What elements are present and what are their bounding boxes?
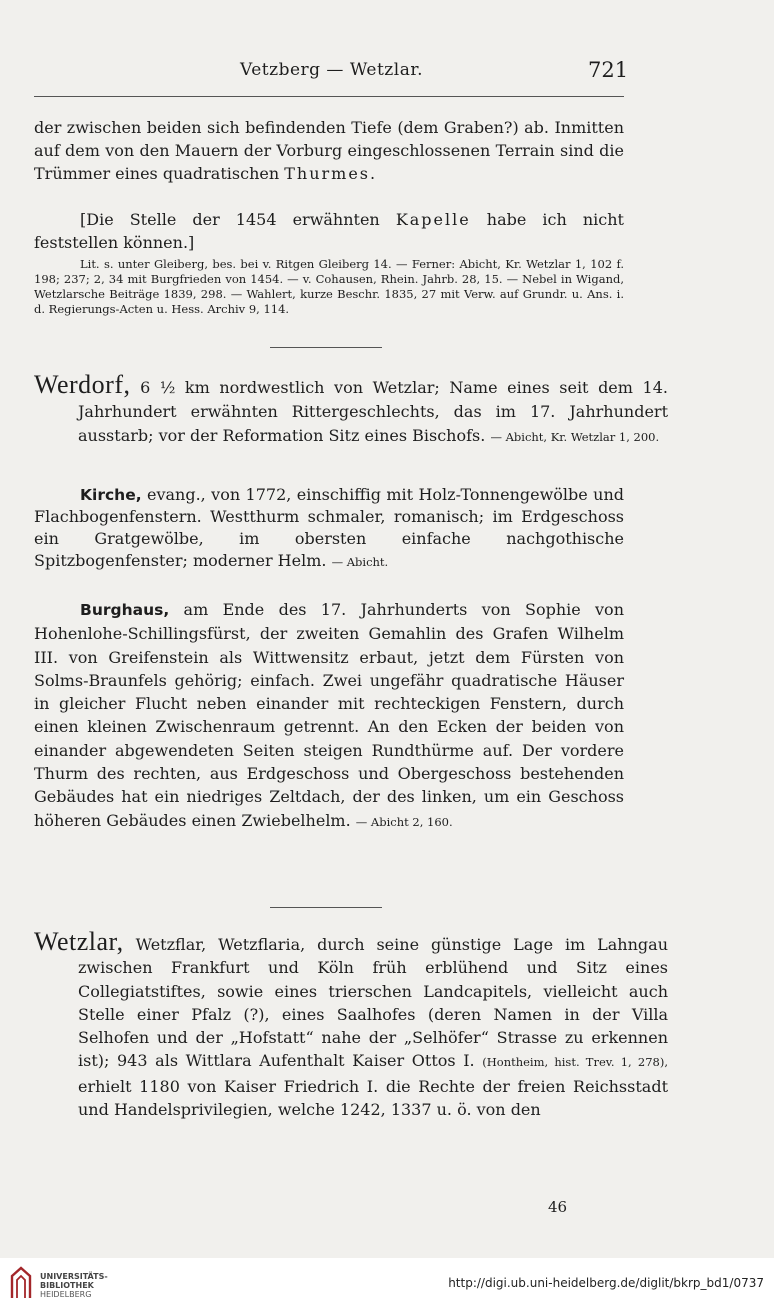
burghaus-heading: Burghaus, bbox=[80, 601, 170, 619]
werdorf-burghaus: Burghaus, am Ende des 17. Jahrhunderts von Sophie von Hohenlohe-Schillingsfürst, der zweiten Gemahlin des Grafen Wilhelm III. von Greifenstein als Wittwensitz erbaut, jetzt dem Fürsten von Solms-Braunfels gehörig; einfach. Zwei ungefähr quadratische Häuser in gleicher Flucht neben einander mit rechteckigen Fenstern, durch einen kleinen Zwischenraum getrennt. An den Ecken der beiden von einander abgewendeten Seiten steigen Rundthürme auf. Der vordere Thurm des rechten, aus Erdgeschoss und Obergeschoss bestehenden Gebäudes hat ein niedriges Zeltdach, der des linken, um ein Geschoss höheren Gebäudes einen Zwiebelhelm. — Abicht 2, 160. bbox=[34, 600, 624, 830]
werdorf-intro: Werdorf, 6 ½ km nordwestlich von Wetzlar; Name eines seit dem 14. Jahrhundert erwähnten Rittergeschlechts, das im 17. Jahrhundert ausstarb; vor der Reformation Sitz eines Bischofs. — Abicht, Kr. Wetzlar 1, 200. bbox=[34, 370, 668, 445]
library-name: UNIVERSITÄTS- BIBLIOTHEK HEIDELBERG bbox=[40, 1272, 108, 1299]
wetzlar-heading: Wetzlar, bbox=[34, 927, 124, 956]
section-divider bbox=[270, 347, 382, 348]
heidelberg-library-logo-icon bbox=[8, 1264, 34, 1302]
section-divider bbox=[270, 907, 382, 908]
vetzberg-chapel-note: [Die Stelle der 1454 erwähnten Kapelle habe ich nicht feststellen können.] bbox=[34, 210, 624, 252]
werdorf-kirche: Kirche, evang., von 1772, einschiffig mit Holz-Tonnengewölbe und Flachbogenfenstern. Westthurm schmaler, romanisch; im Erdgeschoss ein Gratgewölbe, im obersten einfache nachgothische Spitzbogenfenster; moderner Helm. — Abicht. bbox=[34, 485, 624, 570]
source-url-link[interactable]: http://digi.ub.uni-heidelberg.de/diglit/bkrp_bd1/0737 bbox=[448, 1276, 764, 1290]
header-rule bbox=[34, 96, 624, 97]
vetzberg-paragraph: der zwischen beiden sich befindenden Tiefe (dem Graben?) ab. Inmitten auf dem von den Mauern der Vorburg eingeschlossenen Terrain sind die Trümmer eines quadratischen Thurmes. bbox=[34, 118, 624, 183]
page-number: 721 bbox=[588, 58, 629, 82]
werdorf-heading: Werdorf, bbox=[34, 370, 131, 399]
vetzberg-literature: Lit. s. unter Gleiberg, bes. bei v. Ritgen Gleiberg 14. — Ferner: Abicht, Kr. Wetzlar 1, 102 f. 198; 237; 2, 34 mit Burgfrieden von 1454. — v. Cohausen, Rhein. Jahrb. 28, 15. — Nebel in Wigand, Wetzlarsche Beiträge 1839, 298. — Wahlert, kurze Beschr. 1835, 27 mit Verw. auf Grundr. u. Ans. i. d. Regierungs-Acten u. Hess. Archiv 9, 114. bbox=[34, 257, 624, 316]
running-title: Vetzberg — Wetzlar. bbox=[240, 60, 423, 80]
kirche-heading: Kirche, bbox=[80, 486, 142, 504]
wetzlar-intro: Wetzlar, Wetzflar, Wetzflaria, durch seine günstige Lage im Lahngau zwischen Frankfurt und Köln früh erblühend und Sitz eines Collegiatstiftes, sowie eines trierschen Landcapitels, vielleicht auch Stelle einer Pfalz (?), eines Saalhofes (deren Namen in der Villa Selhofen und der „Hofstatt“ nahe der „Selhöfer“ Strasse zu erkennen ist); 943 als Wittlara Aufenthalt Kaiser Ottos I. (Hontheim, hist. Trev. 1, 278), erhielt 1180 von Kaiser Friedrich I. die Rechte der freien Reichsstadt und Handelsprivilegien, welche 1242, 1337 u. ö. von den bbox=[34, 927, 668, 1120]
printer-signature: 46 bbox=[548, 1198, 568, 1216]
